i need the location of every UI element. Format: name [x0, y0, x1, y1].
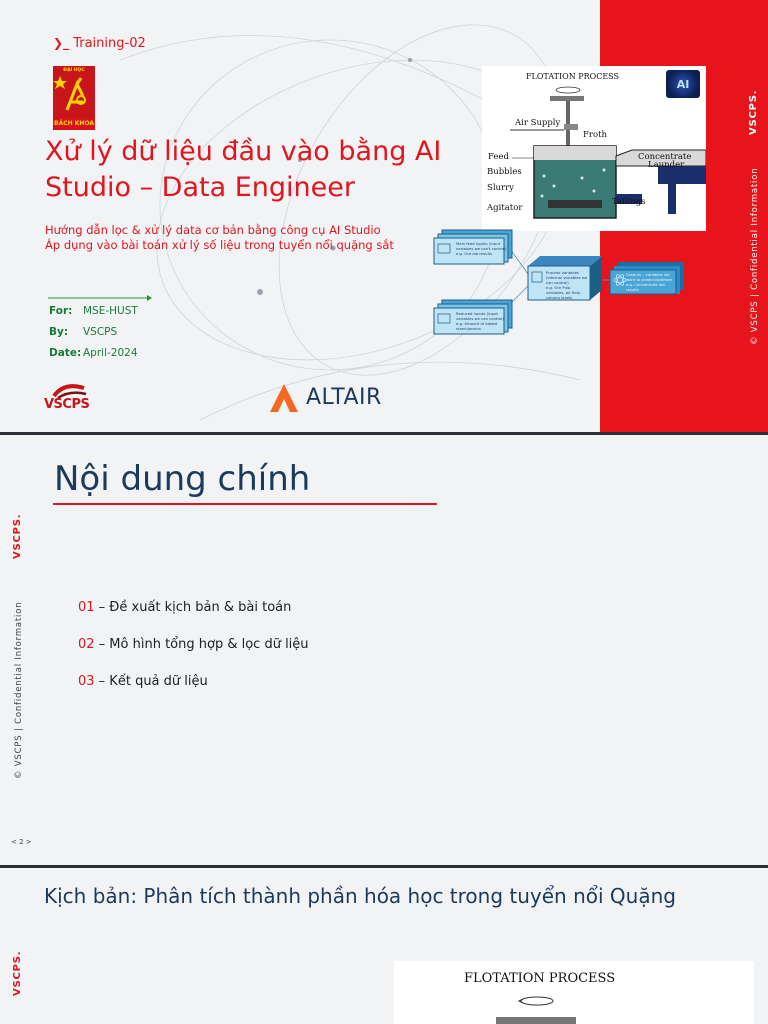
svg-text:column levels: column levels	[546, 295, 573, 300]
svg-text:starch/amina: starch/amina	[456, 326, 481, 331]
hust-logo-bottom: BÁCH KHOA	[54, 120, 94, 127]
process-diagram	[430, 226, 690, 341]
vscps-logo-text: VSCPS	[44, 397, 90, 412]
title-underline	[53, 503, 437, 505]
diagram-text-main-feed: Main feed inputs (input	[456, 241, 501, 246]
agenda-item-2[interactable]	[78, 637, 309, 652]
svg-text:results: results	[626, 287, 639, 292]
hust-logo	[53, 66, 95, 130]
agenda-number-3: 03	[78, 674, 95, 689]
agenda-text-1: – Đề xuất kịch bản & bài toán	[94, 600, 292, 615]
flotation-process-image	[482, 66, 706, 231]
side-brand: VSCPS.	[12, 950, 23, 996]
title-slide	[0, 0, 768, 432]
vscps-logo	[44, 382, 96, 414]
side-confidential: © VSCPS | Confidential Information	[750, 167, 760, 345]
agenda-item-1[interactable]	[78, 600, 291, 615]
label-feed: Feed	[488, 152, 509, 162]
label-bubbles: Bubbles	[487, 167, 522, 177]
label-slurry: Slurry	[487, 183, 514, 193]
label-launder: Launder	[648, 160, 685, 170]
svg-text:e.g. Concentrate lab: e.g. Concentrate lab	[626, 282, 665, 287]
svg-text:want to predict/optimize: want to predict/optimize	[626, 277, 673, 282]
meta-value-for: MSE-HUST	[83, 305, 138, 317]
hust-logo-top: ĐẠI HỌC	[63, 68, 85, 73]
orbit-dot	[257, 289, 263, 295]
agenda-slide	[0, 435, 768, 865]
meta-label-by: By:	[49, 326, 69, 338]
svg-text:can control): can control)	[546, 280, 569, 285]
label-froth: Froth	[583, 130, 607, 140]
orbit-dot	[408, 58, 412, 62]
agenda-title: Nội dung chính	[54, 459, 311, 499]
agenda-text-3: – Kết quả dữ liệu	[94, 674, 208, 689]
ai-badge: AI	[666, 70, 700, 98]
svg-text:(internal variables we: (internal variables we	[546, 275, 588, 280]
svg-text:e.g. Ore Pulp: e.g. Ore Pulp	[546, 285, 571, 290]
terminal-icon: ❯_	[53, 36, 70, 50]
diagram-text-outputs: Outputs – variables we	[626, 272, 670, 277]
flotation-process-image-large	[394, 961, 754, 1024]
side-brand: VSCPS.	[12, 513, 23, 559]
page-number: < 2 >	[11, 838, 32, 846]
flotation-title: FLOTATION PROCESS	[526, 72, 620, 81]
agenda-item-3[interactable]	[78, 674, 208, 689]
svg-text:variables we can't control): variables we can't control)	[456, 246, 507, 251]
svg-text:variables, air flow,: variables, air flow,	[546, 290, 581, 295]
label-agitator: Agitator	[487, 203, 523, 213]
svg-text:e.g. Amount of added: e.g. Amount of added	[456, 321, 498, 326]
meta-value-by: VSCPS	[83, 326, 118, 338]
diagram-text-process: Process variables	[546, 270, 579, 275]
agenda-number-1: 01	[78, 600, 95, 615]
label-concentrate: Concentrate	[638, 152, 692, 162]
agenda-text-2: – Mô hình tổng hợp & lọc dữ liệu	[94, 637, 309, 652]
arrow-divider	[47, 294, 153, 302]
altair-logo-icon	[270, 384, 300, 412]
flotation-title-large: FLOTATION PROCESS	[464, 971, 616, 986]
meta-label-date: Date:	[49, 347, 82, 359]
title-line-2: Studio – Data Engineer	[45, 172, 355, 203]
side-brand: VSCPS.	[748, 89, 759, 135]
title-line-1: Xử lý dữ liệu đầu vào bằng AI	[45, 136, 442, 167]
meta-label-for: For:	[49, 305, 73, 317]
training-label	[53, 36, 146, 51]
scenario-title: Kịch bản: Phân tích thành phần hóa học trong tuyển nổi Quặng	[44, 884, 676, 908]
label-air-supply: Air Supply	[515, 118, 561, 128]
side-confidential: © VSCPS | Confidential Information	[14, 601, 24, 779]
flotation-cell-drawing-large	[394, 961, 754, 1024]
orbit-arc	[200, 362, 580, 420]
agenda-number-2: 02	[78, 637, 95, 652]
altair-logo-text: ALTAIR	[306, 385, 382, 410]
diagram-text-reduced: Reduced inputs (input	[456, 311, 498, 316]
svg-text:e.g. Ore lab results: e.g. Ore lab results	[456, 251, 493, 256]
orbit-arc	[120, 36, 520, 121]
scenario-slide	[0, 868, 768, 1024]
label-tailings: Tailings	[612, 197, 646, 207]
slide-title	[45, 134, 441, 206]
meta-value-date: April-2024	[83, 347, 138, 359]
training-text: Training-02	[73, 36, 146, 51]
subtitle-line-1: Hướng dẫn lọc & xử lý data cơ bản bằng công cụ AI Studio	[45, 223, 381, 237]
svg-text:variables we can control): variables we can control)	[456, 316, 504, 321]
subtitle-line-2: Áp dụng vào bài toán xử lý số liệu trong tuyển nổi quặng sắt	[45, 238, 394, 252]
